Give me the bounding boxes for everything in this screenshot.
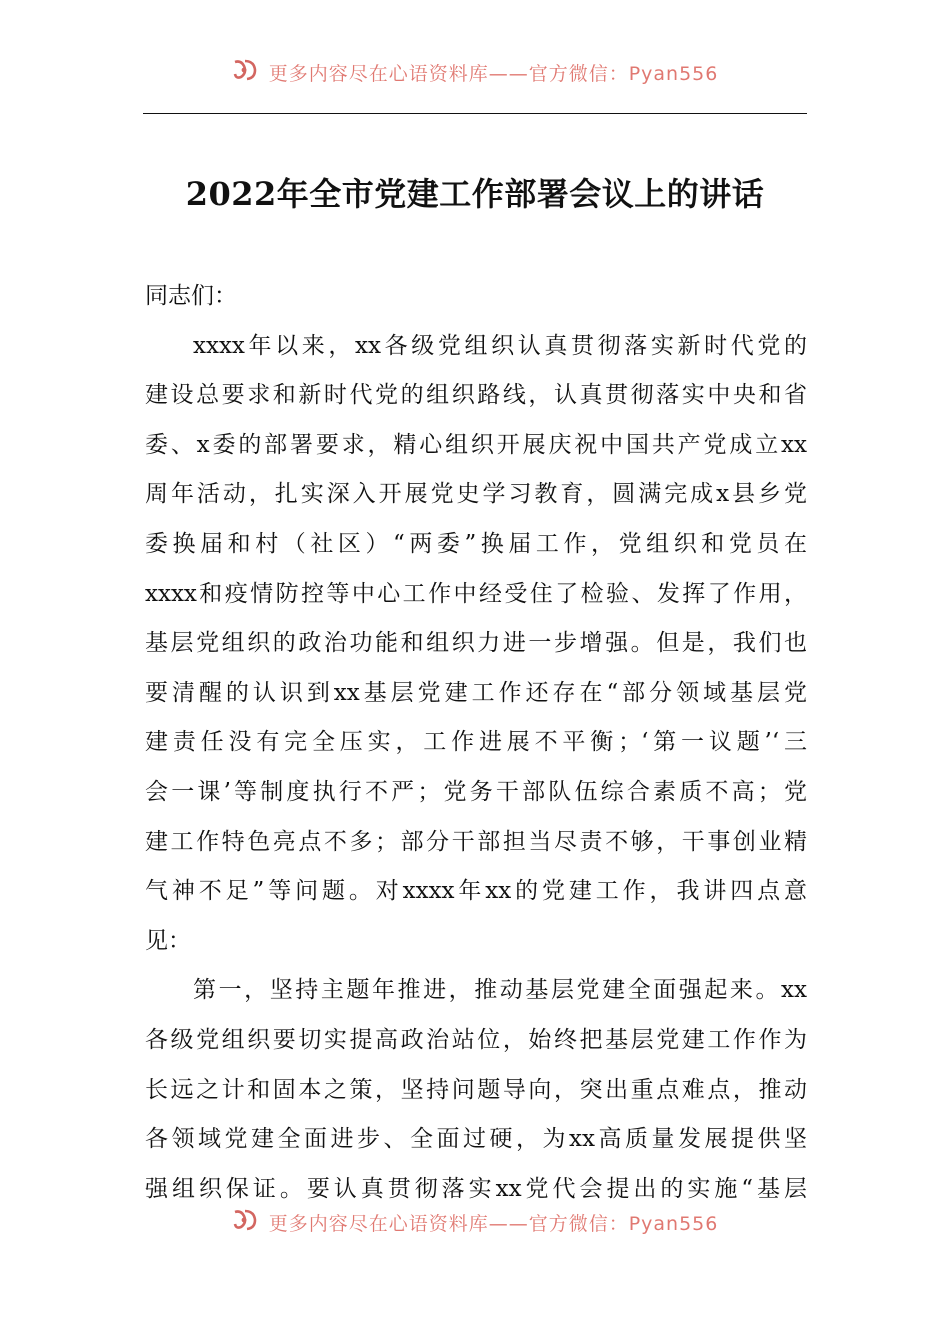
paragraph-line: 第一，坚持主题年推进，推动基层党建全面强起来。xx: [193, 977, 807, 1004]
salutation: 同志们：: [145, 283, 237, 309]
paragraph-line: 见：: [145, 927, 191, 954]
paragraph-line: 委、x委的部署要求，精心组织开展庆祝中国共产党成立xx: [145, 431, 807, 458]
paragraph-line: 要清醒的认识到xx基层党建工作还存在“部分领域基层党: [145, 679, 807, 706]
watermark-header: [0, 58, 950, 87]
paragraph-line: xxxx年以来，xx各级党组织认真贯彻落实新时代党的: [193, 332, 807, 359]
logo-icon: [232, 1208, 258, 1237]
paragraph-line: 建设总要求和新时代党的组织路线，认真贯彻落实中央和省: [145, 382, 807, 409]
document-title: 2022年全市党建工作部署会议上的讲话: [185, 175, 765, 213]
paragraph-line: 各领域党建全面进步、全面过硬，为xx高质量发展提供坚: [145, 1126, 807, 1153]
paragraph-line: 周年活动，扎实深入开展党史学习教育，圆满完成x县乡党: [145, 481, 807, 508]
document-body: [145, 272, 807, 1214]
paragraph-line: 长远之计和固本之策，坚持问题导向，突出重点难点，推动: [145, 1076, 807, 1103]
watermark-footer: [0, 1208, 950, 1237]
paragraph-line: 建工作特色亮点不多；部分干部担当尽责不够，干事创业精: [145, 828, 807, 855]
paragraph-line: 基层党组织的政治功能和组织力进一步增强。但是，我们也: [145, 630, 807, 657]
paragraph-line: xxxx和疫情防控等中心工作中经受住了检验、发挥了作用，: [145, 580, 807, 607]
header-divider: [143, 113, 807, 114]
paragraph-line: 各级党组织要切实提高政治站位，始终把基层党建工作作为: [145, 1026, 807, 1053]
paragraph-line: 强组织保证。要认真贯彻落实xx党代会提出的实施“基层: [145, 1175, 807, 1202]
watermark-text: 更多内容尽在心语资料库——官方微信：Pyan556: [268, 63, 719, 85]
paragraph-line: 会一课’等制度执行不严；党务干部队伍综合素质不高；党: [145, 778, 807, 805]
watermark-text: 更多内容尽在心语资料库——官方微信：Pyan556: [268, 1213, 719, 1235]
logo-icon: [232, 58, 258, 87]
paragraph-line: 委换届和村（社区）“两委”换届工作，党组织和党员在: [145, 530, 807, 557]
paragraph-line: 建责任没有完全压实，工作进展不平衡；‘第一议题’‘三: [145, 729, 807, 756]
paragraph-line: 气神不足”等问题。对xxxx年xx的党建工作，我讲四点意: [145, 878, 807, 905]
